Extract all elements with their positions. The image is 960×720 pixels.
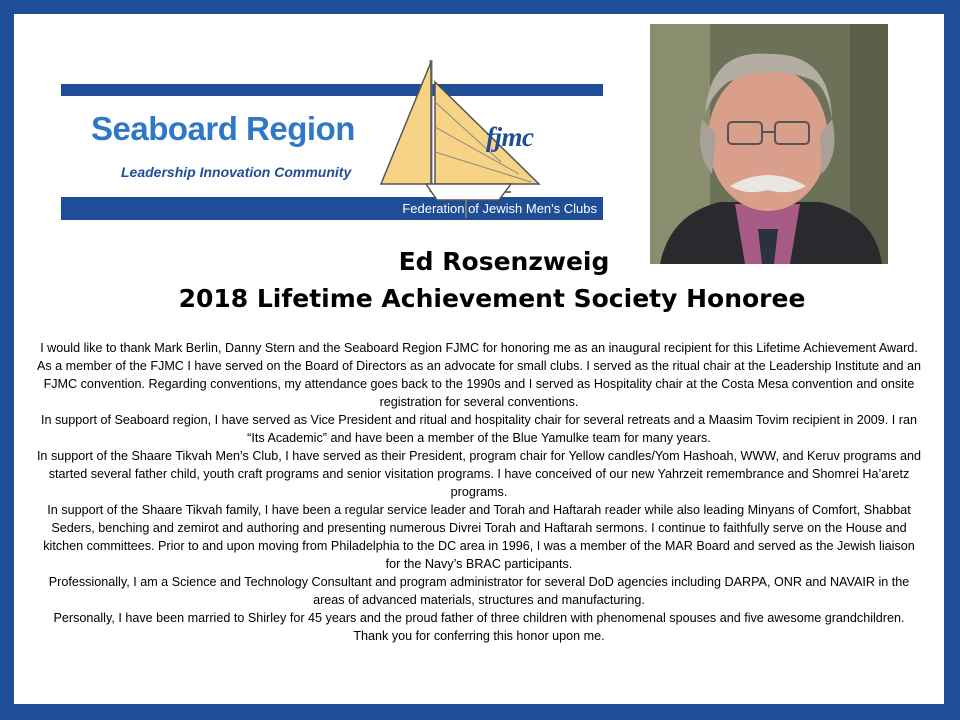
seaboard-region-logo: [61, 42, 606, 222]
page-frame: [14, 14, 944, 704]
portrait-photo: [650, 24, 888, 264]
paragraph: In support of the Shaare Tikvah Men’s Club, I have served as their President, program chair for Yellow candles/Yom Hashoah, WWW, and Keruv programs and started several father child, youth craft programs and senior visitation programs. I have conceived of our new Yahrzeit remembrance and Shomrei Ha’aretz programs.: [36, 449, 922, 499]
paragraph: Professionally, I am a Science and Technology Consultant and program administrator for several DoD agencies including DARPA, ONR and NAVAIR in the areas of advanced materials, structures and manufacturing.: [48, 575, 910, 607]
portrait-illustration: [650, 24, 888, 264]
logo-fjmc-mark: fjmc: [486, 122, 534, 152]
honoree-name: Ed Rosenzweig: [398, 247, 610, 276]
paragraph: As a member of the FJMC I have served on the Board of Directors as an advocate for small clubs. I served as the ritual chair at the Leadership Institute and an FJMC convention. Regarding conventions, my attendance goes back to the 1990s and I served as Hospitality chair at the Costa Mesa convention and onsite registration for several conventions.: [36, 359, 922, 409]
paragraph: Personally, I have been married to Shirley for 45 years and the proud father of three children with phenomenal spouses and five awesome grandchildren. Thank you for conferring this honor upon me.: [53, 611, 905, 643]
paragraph: In support of the Shaare Tikvah family, I have been a regular service leader and Torah and Haftarah reader while also leading Minyans of Comfort, Shabbat Seders, benching and zemirot and authoring and presenting numerous Divrei Torah and Haftarah sermons. I continue to faithfully serve on the House and kitchen committees. Prior to and upon moving from Philadelphia to the DC area in 1996, I was a member of the MAR Board and served as the Jewish liaison for the Navy’s BRAC participants.: [43, 503, 915, 571]
logo-brand-name: Seaboard Region: [91, 110, 355, 147]
speech-text: [36, 339, 922, 645]
honor-title: 2018 Lifetime Achievement Society Honoree: [178, 284, 806, 313]
logo-tagline: Leadership Innovation Community: [121, 164, 352, 180]
paragraph: I would like to thank Mark Berlin, Danny Stern and the Seaboard Region FJMC for honoring me as an inaugural recipient for this Lifetime Achievement Award.: [40, 341, 918, 355]
paragraph: In support of Seaboard region, I have served as Vice President and ritual and hospitality chair for several retreats and a Maasim Tovim recipient in 2009. I ran “Its Academic” and have been a member of the Blue Yamulke team for many years.: [41, 413, 917, 445]
logo-federation-text: Federation of Jewish Men's Clubs: [402, 201, 597, 216]
